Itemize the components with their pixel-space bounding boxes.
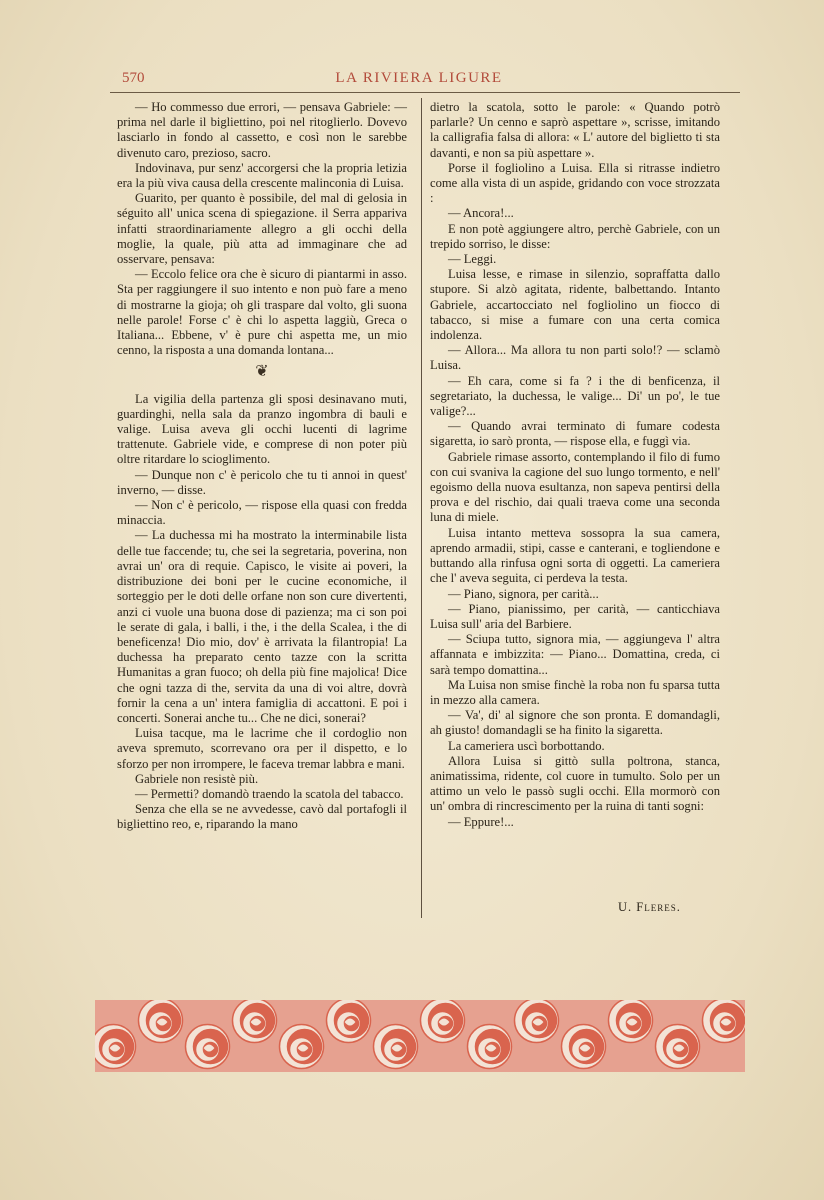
rose-icon <box>327 1000 371 1043</box>
paragraph: — Ancora!... <box>448 206 514 221</box>
paragraph: — Piano, pianissimo, per carità, — canticchiava Luisa sull' aria del Barbiere. <box>430 601 720 631</box>
paragraph: Senza che ella se ne avvedesse, cavò dal portafogli il bigliettino reo, e, riparando la mano <box>117 802 407 832</box>
paragraph: — Sciupa tutto, signora mia, — aggiungeva l' altra affannata e imbizzita: — Piano... Domattina, creda, ci sarà tempo domattina... <box>430 632 720 677</box>
paragraph: — Leggi. <box>448 252 497 267</box>
rose-icon <box>656 1025 700 1069</box>
rose-icon <box>609 1000 653 1043</box>
running-title: LA RIVIERA LIGURE <box>335 70 503 86</box>
paragraph: — Allora... Ma allora tu non parti solo!? — sclamò Luisa. <box>430 343 720 373</box>
author-signature: U. Fleres. <box>618 900 681 914</box>
paragraph: — Non c' è pericolo, — rispose ella quasi con fredda minaccia. <box>117 498 407 528</box>
page-header <box>96 66 742 90</box>
paragraph: Luisa lesse, e rimase in silenzio, sopraffatta dallo stupore. Si alzò agitata, ridente, balbettando. Intanto Gabriele, accartocciato nel fogliolino un fiocco di tabacco, si mise a fumare con una certa comica indolenza. <box>430 267 720 343</box>
paragraph: Guarito, per quanto è possibile, del mal di gelosia in séguito all' unica scena di spiegazione. il Serra appariva infatti straordinariamente allegro a gli occhi della moglie, la quale, più atta ad immaginare che ad osservare, pensava: <box>117 191 407 267</box>
rose-icon <box>139 1000 183 1043</box>
rose-icon <box>703 1000 746 1043</box>
paragraph: La vigilia della partenza gli sposi desinavano muti, guardinghi, nella sala da pranzo ingombra di bauli e valige. Luisa aveva gli occhi lucenti di lagrime trattenute. Gabriele vide, e comprese di non poter più oltre ritardare lo scioglimento. <box>117 391 407 467</box>
paragraph: — Dunque non c' è pericolo che tu ti annoi in quest' inverno, — disse. <box>117 467 407 497</box>
rose-icon <box>186 1025 230 1069</box>
paragraph: Gabriele non resistè più. <box>135 771 259 786</box>
paragraph: Luisa tacque, ma le lacrime che il cordoglio non aveva spremuto, scorrevano ora per il dispetto, e lo sforzo per non irrompere, le faceva tremar labbra e mani. <box>117 726 407 771</box>
paragraph: Ma Luisa non smise finchè la roba non fu sparsa tutta in mezzo alla camera. <box>430 677 720 707</box>
left-column <box>117 100 407 833</box>
rose-icon <box>280 1025 324 1069</box>
paragraph: Allora Luisa si gittò sulla poltrona, stanca, animatissima, ridente, col cuore in tumulto. Solo per un attimo un velo le passò sugli occhi. Ella mormorò con un' ombra di rincrescimento per la ruina di tanti sogni: <box>430 753 720 814</box>
rose-border-icon <box>95 1000 745 1072</box>
rose-icon <box>233 1000 277 1043</box>
paragraph: E non potè aggiungere altro, perchè Gabriele, con un trepido sorriso, le disse: <box>430 221 720 251</box>
paragraph: Porse il fogliolino a Luisa. Ella si ritrasse indietro come alla vista di un aspide, gridando con voce strozzata : <box>430 160 720 206</box>
section-ornament-icon: ❦ <box>255 363 269 381</box>
rose-icon <box>374 1025 418 1069</box>
paragraph: — Piano, signora, per carità... <box>448 586 599 601</box>
paragraph: Gabriele rimase assorto, contemplando il filo di fumo con cui svaniva la cagione del suo lungo tormento, e nell' egoismo della nuova esultanza, non sapeva pentirsi della prova e del rischio, dai quali traeva come una seconda luna di miele. <box>430 449 720 525</box>
rose-icon <box>95 1025 136 1069</box>
header-rule <box>110 92 740 93</box>
rose-icon <box>421 1000 465 1043</box>
paragraph: — Eppure!... <box>448 814 514 829</box>
paragraph: — Ho commesso due errori, — pensava Gabriele: — prima nel darle il bigliettino, poi nel ritoglierlo. Dovevo lasciarlo in fondo al cassetto, e così non le sarebbe divenuto caro, prezioso, sacro. <box>117 100 407 160</box>
paragraph: Indovinava, pur senz' accorgersi che la propria letizia era la più viva causa della crescente malinconia di Luisa. <box>117 160 407 191</box>
paragraph: — La duchessa mi ha mostrato la interminabile lista delle tue faccende; tu, che sei la segretaria, poverina, non avrai un' ora di requie. Capisco, le visite ai poveri, la distribuzione dei boni per le cucine economiche, il sorteggio per le doti delle orfane non son cure divertenti, anzi ci vuole una buona dose di pazienza; ma ci son poi le serate di gala, i balli, i the, i the della Scalea, i the di beneficenza! Dio mio, dov' è arrivata la filantropia! La duchessa ha preparato cento tazze con la scritta Humanitas a gran fuoco; oh della più fine majolica! Dice che ogni tazza di the, servita da una di voi altre, dovrà fornir la cena a un' intera famiglia di accattoni. E poi i concerti. Sonerai anche tu... Che ne dici, sonerai? <box>117 528 407 725</box>
paragraph: — Permetti? domandò traendo la scatola del tabacco. <box>135 786 404 801</box>
page-number: 570 <box>122 70 145 86</box>
column-divider <box>421 98 422 918</box>
rose-pattern-icon <box>95 1000 745 1072</box>
paragraph: — Eccolo felice ora che è sicuro di piantarmi in asso. Sta per raggiungere il suo intento e non può fare a meno di mostrarne la gioja; oh gli traspare dal volto, gli suona nelle parole! Forse c' è chi lo aspetta laggiù, Greca o Italiana... Ebbene, v' è pure chi aspetta me, un mio cenno, la risposta a una domanda lontana... <box>117 267 407 358</box>
rose-icon <box>468 1025 512 1069</box>
rose-icon <box>562 1025 606 1069</box>
paragraph: dietro la scatola, sotto le parole: « Quando potrò parlarle? Un cenno e saprò aspettare », scrisse, imitando la calligrafia falsa di allora: « L' autore del biglietto ti sta davanti, e non sa più aspettare ». <box>430 100 720 160</box>
paragraph: — Quando avrai terminato di fumare codesta sigaretta, io sarò pronta, — rispose ella, e fuggì via. <box>430 419 720 449</box>
right-column <box>430 100 720 830</box>
paragraph: — Eh cara, come si fa ? i the di benficenza, il segretariato, la duchessa, le valige... Di' un po', le tue valige?... <box>430 373 720 419</box>
paragraph: Luisa intanto metteva sossopra la sua camera, aprendo armadii, stipi, casse e canterani, e togliendone e buttando alla rinfusa ogni sorta di oggetti. La cameriera che l' aveva seguita, ci perdeva la testa. <box>430 525 720 586</box>
paragraph: La cameriera uscì borbottando. <box>448 738 605 753</box>
paragraph: — Va', di' al signore che son pronta. E domandagli, ah giusto! domandagli se ha finito la sigaretta. <box>430 708 720 738</box>
rose-icon <box>515 1000 559 1043</box>
